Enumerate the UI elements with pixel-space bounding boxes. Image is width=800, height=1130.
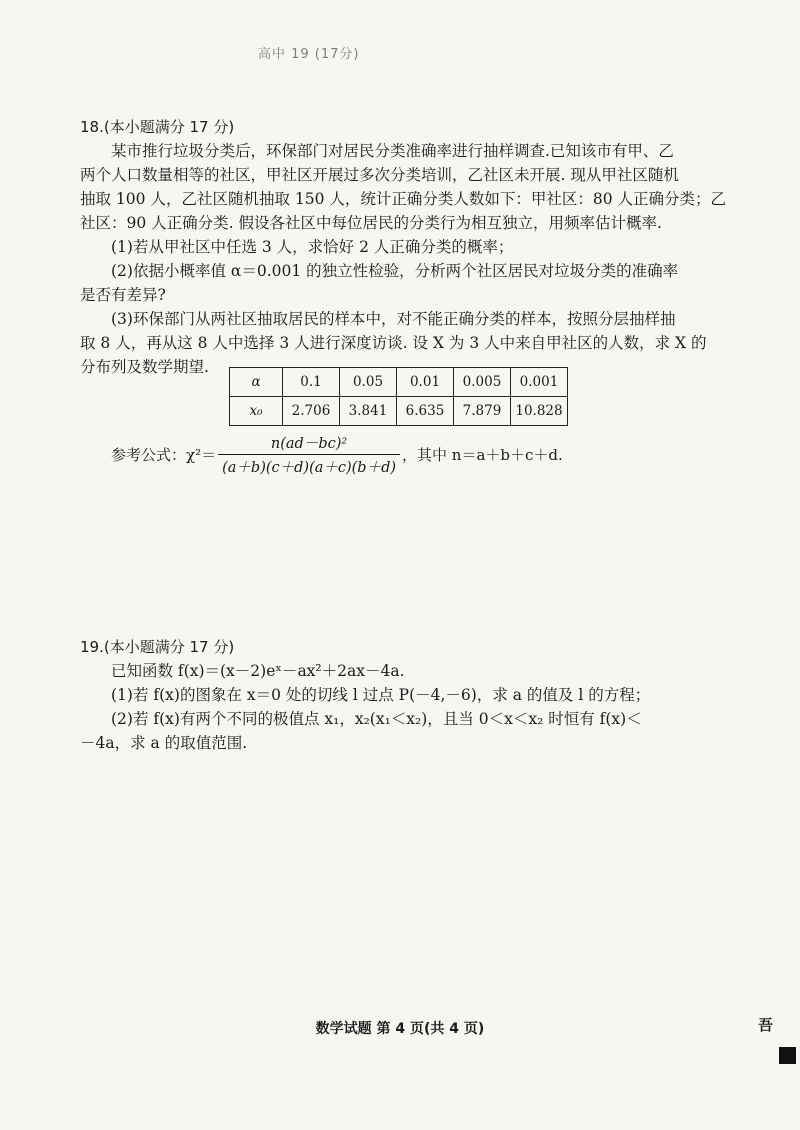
q18-line-6: (2)依据小概率值 α＝0.001 的独立性检验，分析两个社区居民对垃圾分类的准确率 [111, 262, 679, 280]
q19-line-3: (2)若 f(x)有两个不同的极值点 x₁，x₂(x₁＜x₂)，且当 0＜x＜x₂ 时恒有 f(x)＜ [111, 710, 642, 728]
table-cell: 0.1 [283, 368, 340, 397]
q18-line-7: 是否有差异? [80, 286, 166, 304]
table-cell: 0.005 [454, 368, 511, 397]
formula-numerator: n(ad－bc)² [270, 436, 348, 452]
page-footer: 数学试题 第 4 页(共 4 页) [315, 1021, 485, 1037]
side-mark: 吾 [758, 1016, 774, 1034]
table-cell: 7.879 [454, 397, 511, 426]
q18-line-2: 两个人口数量相等的社区，甲社区开展过多次分类培训，乙社区未开展. 现从甲社区随机 [80, 166, 679, 184]
q18-title: 18.(本小题满分 17 分) [80, 118, 235, 136]
q18-line-9: 取 8 人，再从这 8 人中选择 3 人进行深度访谈. 设 X 为 3 人中来自甲社区的人数，求 X 的 [80, 334, 707, 352]
q19-line-2: (1)若 f(x)的图象在 x＝0 处的切线 l 过点 P(－4,－6)，求 a 的值及 l 的方程； [111, 686, 651, 704]
table-cell: 2.706 [283, 397, 340, 426]
q19-title: 19.(本小题满分 17 分) [80, 638, 235, 656]
q19-line-4: －4a，求 a 的取值范围. [80, 734, 248, 752]
reference-formula [111, 432, 563, 477]
table-cell: 0.001 [511, 368, 568, 397]
table-cell: 0.01 [397, 368, 454, 397]
table-cell: 6.635 [397, 397, 454, 426]
table-header-alpha: α [230, 368, 283, 397]
table-cell: 10.828 [511, 397, 568, 426]
q19-line-1: 已知函数 f(x)＝(x－2)eˣ－ax²＋2ax－4a. [111, 662, 405, 680]
formula-fraction [218, 432, 400, 477]
q18-line-8: (3)环保部门从两社区抽取居民的样本中，对不能正确分类的样本，按照分层抽样抽 [111, 310, 676, 328]
table-cell: 3.841 [340, 397, 397, 426]
formula-suffix: ，其中 n＝a＋b＋c＋d. [402, 446, 563, 464]
table-row-alpha [230, 368, 568, 397]
registration-mark [779, 1047, 796, 1064]
q18-line-4: 社区：90 人正确分类. 假设各社区中每位居民的分类行为相互独立，用频率估计概率. [80, 214, 662, 232]
q18-line-5: (1)若从甲社区中任选 3 人，求恰好 2 人正确分类的概率； [111, 238, 514, 256]
q18-line-10: 分布列及数学期望. [80, 358, 209, 376]
critical-value-table [229, 367, 568, 426]
table-row-x0 [230, 397, 568, 426]
table-cell: 0.05 [340, 368, 397, 397]
formula-prefix: 参考公式：χ²＝ [111, 446, 217, 464]
header-stub: 高中 19 (17分) [258, 47, 360, 62]
table-header-x0: x₀ [230, 397, 283, 426]
formula-denominator: (a＋b)(c＋d)(a＋c)(b＋d) [218, 454, 400, 477]
q18-line-1: 某市推行垃圾分类后，环保部门对居民分类准确率进行抽样调查.已知该市有甲、乙 [111, 142, 674, 160]
q18-line-3: 抽取 100 人，乙社区随机抽取 150 人，统计正确分类人数如下：甲社区：80 人正确分类；乙 [80, 190, 727, 208]
